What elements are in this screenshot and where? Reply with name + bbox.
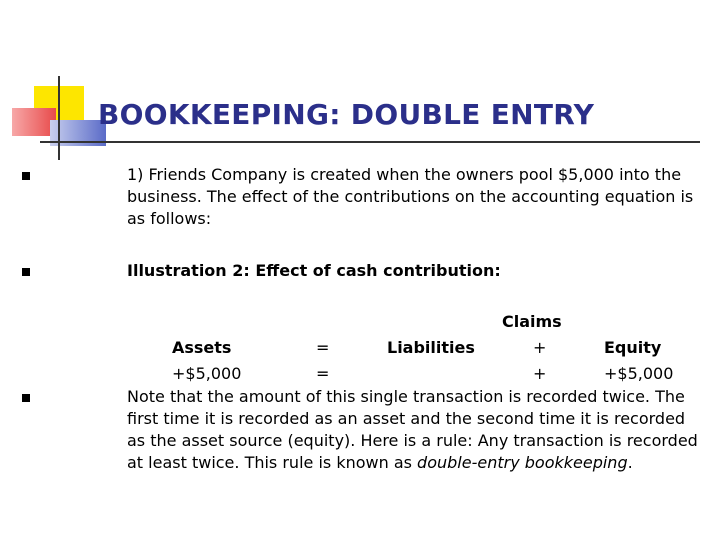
decor-vertical-line (58, 76, 60, 160)
bullet-icon (22, 394, 30, 402)
equity-label: Equity (604, 338, 662, 357)
slide-title: BOOKKEEPING: DOUBLE ENTRY (98, 98, 595, 131)
claims-label: Claims (502, 312, 562, 331)
bullet-text-2: Illustration 2: Effect of cash contribution: (127, 261, 501, 280)
bullet-text-3-body: Note that the amount of this single transaction is recorded twice. The first time it is recorded as an asset and the second time it is recorded as the asset source (equity). Here is a rule: Any transaction is recorded at least twice. This rule is known as (127, 387, 698, 472)
plus-sign: + (533, 364, 547, 383)
equity-value: +$5,000 (604, 364, 674, 383)
equals-sign: = (316, 338, 330, 357)
liabilities-label: Liabilities (387, 338, 475, 357)
bullet-text-3 (127, 386, 702, 474)
bullet-text-1: 1) Friends Company is created when the owners pool $5,000 into the business. The effect of the contributions on the accounting equation is as follows: (127, 165, 694, 228)
equals-sign: = (316, 364, 330, 383)
assets-value: +$5,000 (172, 364, 242, 383)
bullet-text-3-end: . (627, 453, 633, 472)
title-underline (40, 141, 700, 143)
emphasis-term: double-entry bookkeeping (417, 453, 628, 472)
assets-label: Assets (172, 338, 232, 357)
plus-sign: + (533, 338, 547, 357)
bullet-icon (22, 172, 30, 180)
bullet-icon (22, 268, 30, 276)
